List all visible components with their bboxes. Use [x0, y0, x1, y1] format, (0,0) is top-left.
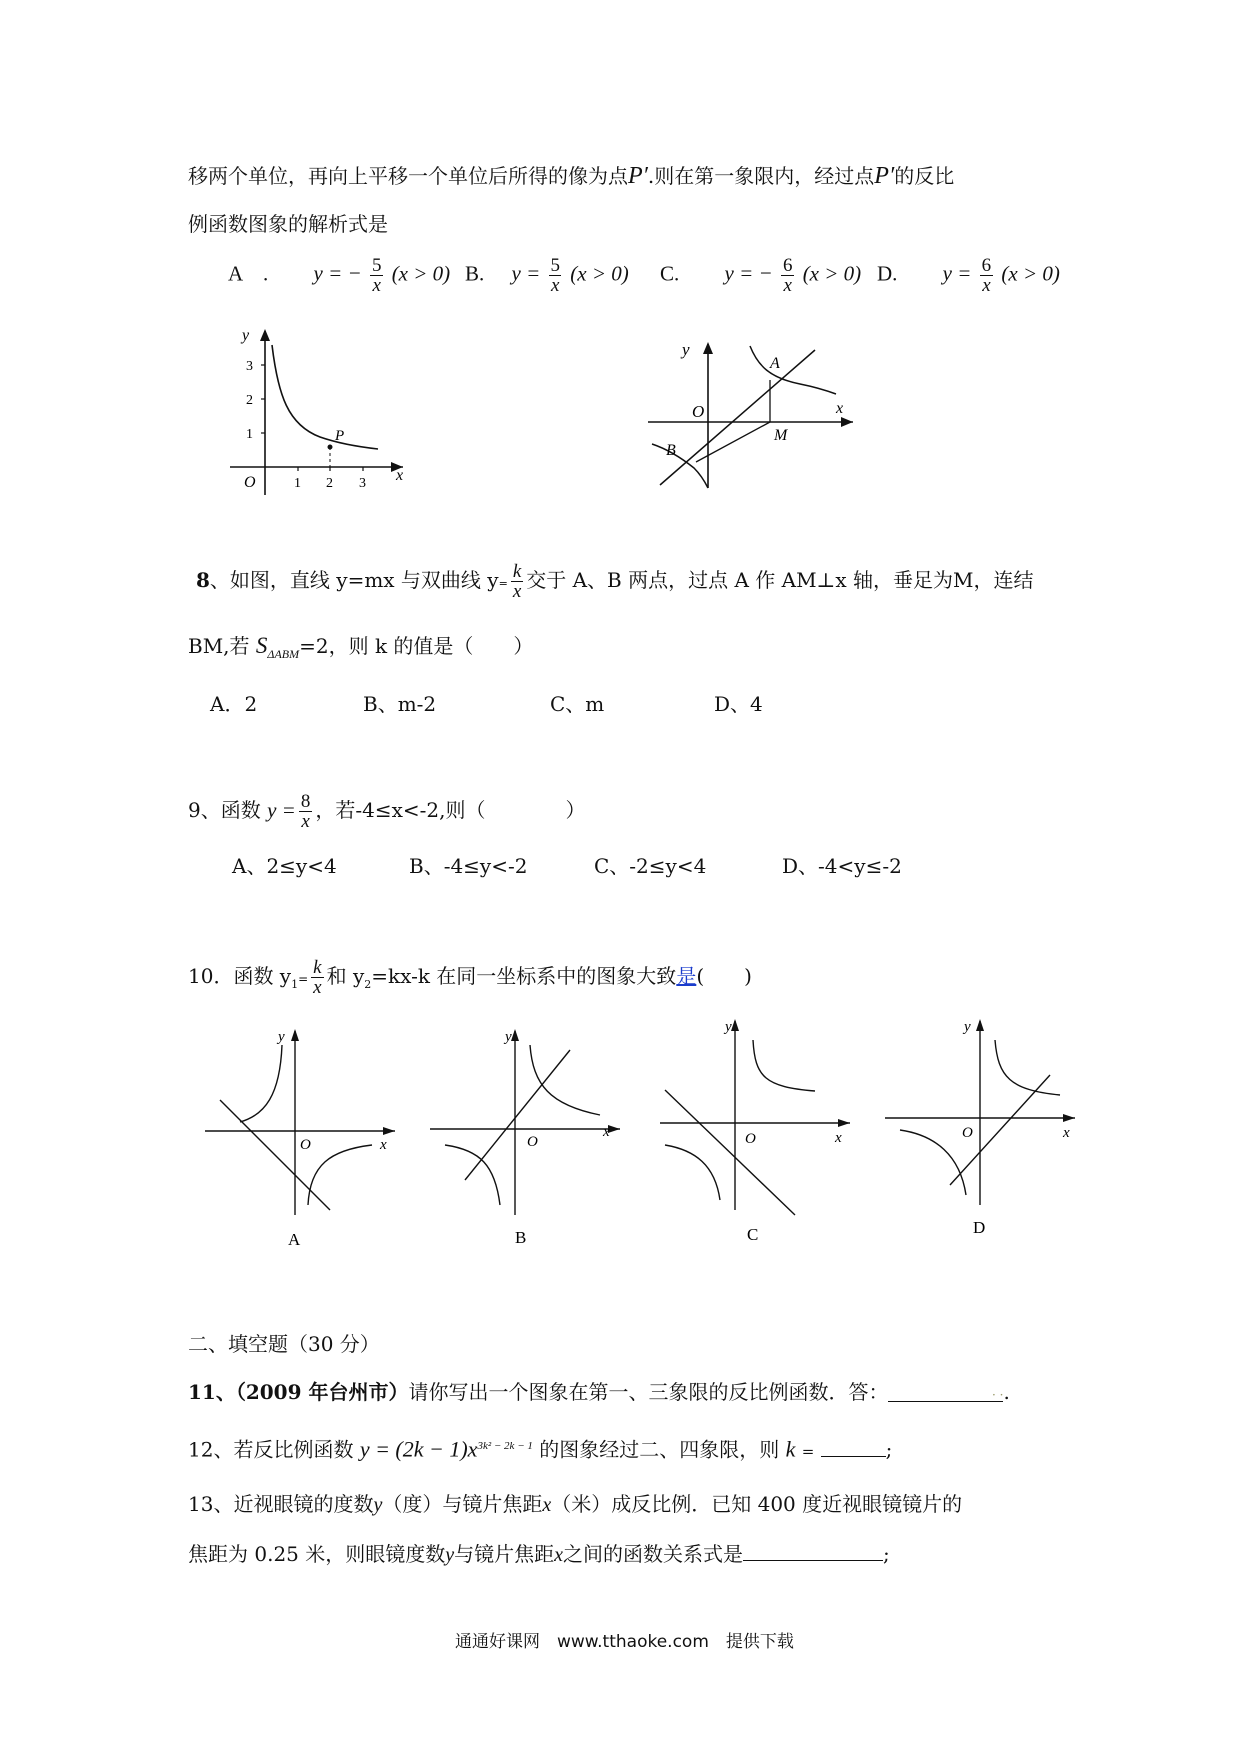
q8-line1: 8、如图，直线 y=mx 与双曲线 y= $\frac{k}{x}$ 交于 A、B 两点，过点 A 作 AM⊥x 轴，垂足为M，连结 — [196, 561, 1034, 602]
q10-graph-c — [655, 1015, 855, 1245]
q7-point-symbol-2: P′ — [874, 163, 895, 189]
fig-right-y-label: y — [682, 340, 690, 359]
graph-c-x-label: x — [835, 1130, 842, 1146]
q10-graph-a — [200, 1025, 400, 1255]
graph-b-x-label: x — [603, 1124, 610, 1140]
fig-left-y-label: y — [242, 327, 250, 344]
q7-line1: 移两个单位，再向上平移一个单位后所得的像为点P′.则在第一象限内，经过点P′的反比 — [188, 163, 955, 189]
q13-line1: 13、近视眼镜的度数y（度）与镜片焦距x（米）成反比例．已知 400 度近视眼镜镜片的 — [188, 1492, 963, 1516]
graph-d-x-label: x — [1063, 1125, 1070, 1141]
fig-left-y-tick-3: 3 — [246, 359, 253, 374]
fig-right-point-a: A — [770, 355, 780, 372]
q9-line: 9、函数 y = $\frac{8}{x}$ ，若-4≤x<-2,则（ ） — [188, 791, 586, 832]
q9-option-d: D、-4<y≤-2 — [782, 854, 902, 878]
q8-option-b: B、m-2 — [363, 692, 437, 716]
graph-b-origin: O — [527, 1134, 538, 1150]
q10-line: 10．函数 $y_1=$ $\frac{k}{x}$ 和 $y_2=kx-k$ 在同一坐标系中的图象大致是( ) — [188, 957, 752, 998]
graph-c-y-label: y — [725, 1019, 732, 1035]
fig-left-x-tick-1: 1 — [294, 476, 301, 491]
fig-right-point-b: B — [666, 442, 676, 459]
section-title: 二、填空题（30 分） — [188, 1332, 380, 1356]
figure-left-hyperbola — [210, 325, 410, 500]
q8-option-c: C、m — [550, 692, 605, 716]
q10-graph-d — [880, 1015, 1080, 1245]
fig-left-x-tick-2: 2 — [326, 476, 333, 491]
q9-option-c: C、-2≤y<4 — [594, 854, 707, 878]
q7-option-b: B. y = $\frac{5}{x}$ (x > 0) — [465, 255, 629, 296]
graph-a-y-label: y — [278, 1029, 285, 1045]
fig-left-y-tick-1: 1 — [246, 427, 253, 442]
graph-d-letter: D — [973, 1218, 986, 1237]
graph-a-letter: A — [288, 1230, 301, 1249]
graph-a-x-label: x — [380, 1137, 387, 1153]
q13-answer-blank[interactable] — [743, 1540, 883, 1561]
q7-line2: 例函数图象的解析式是 — [188, 212, 388, 236]
fig-right-origin: O — [692, 402, 705, 421]
figure-right-line-hyperbola — [640, 340, 860, 490]
q9-option-a: A、2≤y<4 — [232, 854, 337, 878]
fig-left-x-tick-3: 3 — [359, 476, 366, 491]
q12-line: 12、若反比例函数 $y = (2k - 1)x^{3k^2 - 2k - 1}$ 的图象经过二、四象限，则 k = ; — [188, 1436, 893, 1462]
q13-line2: 焦距为 0.25 米，则眼镜度数y与镜片焦距x之间的函数关系式是 ; — [188, 1542, 890, 1566]
q8-option-d: D、4 — [714, 692, 763, 716]
graph-c-letter: C — [747, 1225, 759, 1244]
q8-option-a: A．2 — [210, 692, 258, 716]
q10-link[interactable]: 是 — [676, 964, 697, 988]
fig-right-x-label: x — [836, 400, 844, 417]
q7-option-d: D. y = $\frac{6}{x}$ (x > 0) — [877, 255, 1060, 296]
q11-answer-blank[interactable]: · · — [888, 1381, 1003, 1402]
footer: 通通好课网 www.tthaoke.com 提供下载 — [455, 1632, 794, 1652]
q10-graph-b — [425, 1025, 625, 1255]
graph-a-origin: O — [300, 1137, 311, 1153]
graph-c-origin: O — [745, 1131, 756, 1147]
q9-option-b: B、-4≤y<-2 — [409, 854, 528, 878]
q8-line2: BM,若 $S_{\Delta ABM}=2$，则 k 的值是（ ） — [188, 633, 534, 661]
fig-left-origin: O — [244, 474, 256, 491]
graph-d-y-label: y — [964, 1019, 971, 1035]
fig-right-point-m: M — [774, 427, 788, 444]
q12-answer-blank[interactable] — [821, 1436, 886, 1457]
graph-b-letter: B — [515, 1228, 527, 1247]
graph-b-y-label: y — [505, 1029, 512, 1045]
q7-option-c: C. y = − $\frac{6}{x}$ (x > 0) — [660, 255, 862, 296]
graph-d-origin: O — [962, 1125, 973, 1141]
q7-option-a: A . y = − $\frac{5}{x}$ (x > 0) — [228, 255, 451, 296]
fig-left-point-p: P — [335, 428, 345, 444]
q11-line: 11、（2009 年台州市）请你写出一个图象在第一、三象限的反比例函数．答： · ·. — [188, 1380, 1010, 1404]
fig-left-y-tick-2: 2 — [246, 393, 253, 408]
fig-left-x-label: x — [396, 467, 404, 484]
